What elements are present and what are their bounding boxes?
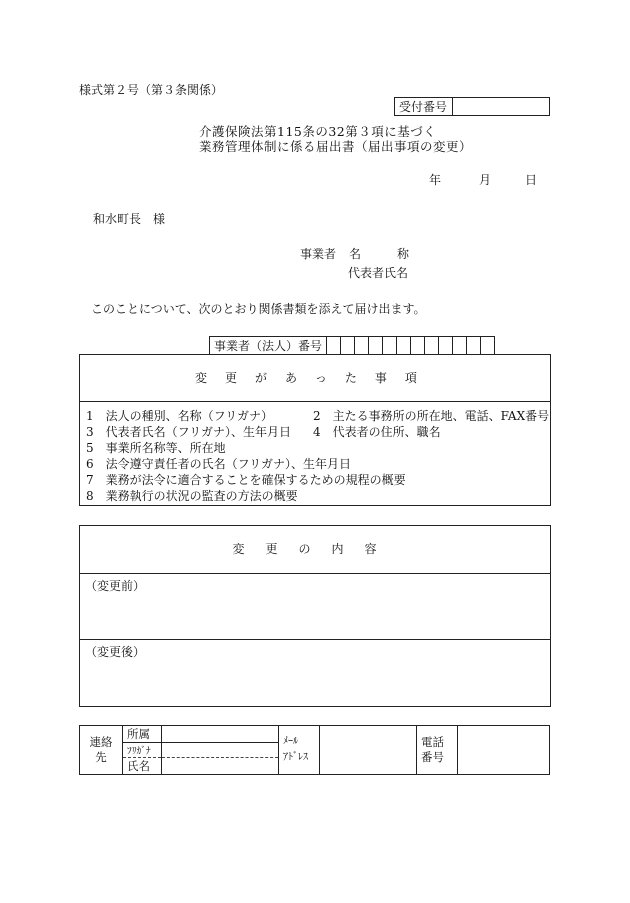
change-after-section[interactable] bbox=[80, 640, 550, 663]
corporate-number-digit[interactable] bbox=[341, 337, 355, 355]
item-5[interactable]: 5 事業所名称等、所在地 bbox=[86, 441, 226, 455]
furigana-field[interactable] bbox=[162, 743, 279, 758]
item-4[interactable]: 4 代表者の住所、職名 bbox=[313, 425, 441, 439]
contact-label bbox=[80, 726, 123, 775]
changed-items-header bbox=[80, 355, 550, 402]
corporate-number-digit[interactable] bbox=[397, 337, 411, 355]
mail-address-label bbox=[279, 726, 320, 775]
changed-items-box bbox=[79, 354, 551, 506]
reception-number-label: 受付番号 bbox=[395, 98, 453, 116]
date-day: 日 bbox=[525, 173, 538, 187]
changed-items-list bbox=[80, 402, 550, 504]
corporate-number-digit[interactable] bbox=[355, 337, 369, 355]
affiliation-label: 所属 bbox=[123, 726, 162, 743]
phone-label-line2: 番号 bbox=[421, 750, 444, 764]
corporate-number-digit[interactable] bbox=[411, 337, 425, 355]
corporate-number-digit[interactable] bbox=[425, 337, 439, 355]
corporate-number-digit[interactable] bbox=[439, 337, 453, 355]
change-after-label: （変更後） bbox=[85, 645, 146, 659]
form-number: 様式第２号（第３条関係） bbox=[79, 83, 224, 97]
affiliation-field[interactable] bbox=[162, 726, 279, 743]
corporate-number-digit[interactable] bbox=[327, 337, 341, 355]
date-month: 月 bbox=[479, 173, 492, 187]
change-before-section[interactable] bbox=[80, 574, 550, 640]
mail-address-field[interactable] bbox=[320, 726, 417, 775]
addressee: 和水町長 様 bbox=[93, 212, 166, 226]
phone-field[interactable] bbox=[458, 726, 550, 775]
corporate-number-label: 事業者（法人）番号 bbox=[210, 337, 327, 355]
item-8[interactable]: 8 業務執行の状況の監査の方法の概要 bbox=[86, 489, 298, 503]
item-3[interactable]: 3 代表者氏名（フリガナ）、生年月日 bbox=[86, 425, 292, 439]
name-label: 氏名 bbox=[123, 758, 162, 775]
phone-label-line1: 電話 bbox=[421, 735, 444, 749]
corporate-number-digit[interactable] bbox=[481, 337, 495, 355]
contact-table bbox=[79, 725, 550, 775]
item-7[interactable]: 7 業務が法令に適合することを確保するための規程の概要 bbox=[86, 473, 406, 487]
date-year: 年 bbox=[429, 173, 442, 187]
business-label: 事業者 bbox=[300, 247, 337, 261]
change-content-header bbox=[80, 526, 550, 574]
furigana-label: ﾌﾘｶﾞﾅ bbox=[123, 743, 162, 758]
mail-label-line2: ｱﾄﾞﾚｽ bbox=[283, 752, 308, 763]
item-2[interactable]: 2 主たる事務所の所在地、電話、FAX番号 bbox=[313, 409, 550, 423]
document-title-line2: 業務管理体制に係る届出書（届出事項の変更） bbox=[199, 139, 473, 154]
change-before-label: （変更前） bbox=[85, 579, 146, 593]
change-content-header-text: 変更の内容 bbox=[232, 542, 398, 556]
reception-number-field[interactable] bbox=[453, 98, 550, 116]
corporate-number-digit[interactable] bbox=[369, 337, 383, 355]
corporate-number-box bbox=[209, 336, 495, 355]
document-title-line1: 介護保険法第115条の32第３項に基づく bbox=[199, 124, 437, 139]
corporate-number-digit[interactable] bbox=[453, 337, 467, 355]
list-item bbox=[86, 408, 550, 424]
phone-label bbox=[417, 726, 458, 775]
contact-label-line2: 先 bbox=[95, 750, 107, 764]
body-text: このことについて、次のとおり関係書類を添えて届け出ます。 bbox=[91, 302, 426, 316]
changed-items-header-text: 変更があった事項 bbox=[195, 371, 435, 385]
corporate-number-digit[interactable] bbox=[383, 337, 397, 355]
item-6[interactable]: 6 法令遵守責任者の氏名（フリガナ）、生年月日 bbox=[86, 457, 352, 471]
representative-name-label: 代表者氏名 bbox=[348, 266, 409, 280]
name-field[interactable] bbox=[162, 758, 279, 775]
corporate-number-digit[interactable] bbox=[467, 337, 481, 355]
mail-label-line1: ﾒｰﾙ bbox=[283, 736, 298, 747]
business-name-label: 名 称 bbox=[349, 247, 410, 261]
contact-label-line1: 連絡 bbox=[89, 735, 113, 749]
reception-number-box bbox=[394, 97, 550, 116]
list-item bbox=[86, 424, 550, 440]
item-1[interactable]: 1 法人の種別、名称（フリガナ） bbox=[86, 409, 274, 423]
change-content-box bbox=[79, 525, 551, 707]
